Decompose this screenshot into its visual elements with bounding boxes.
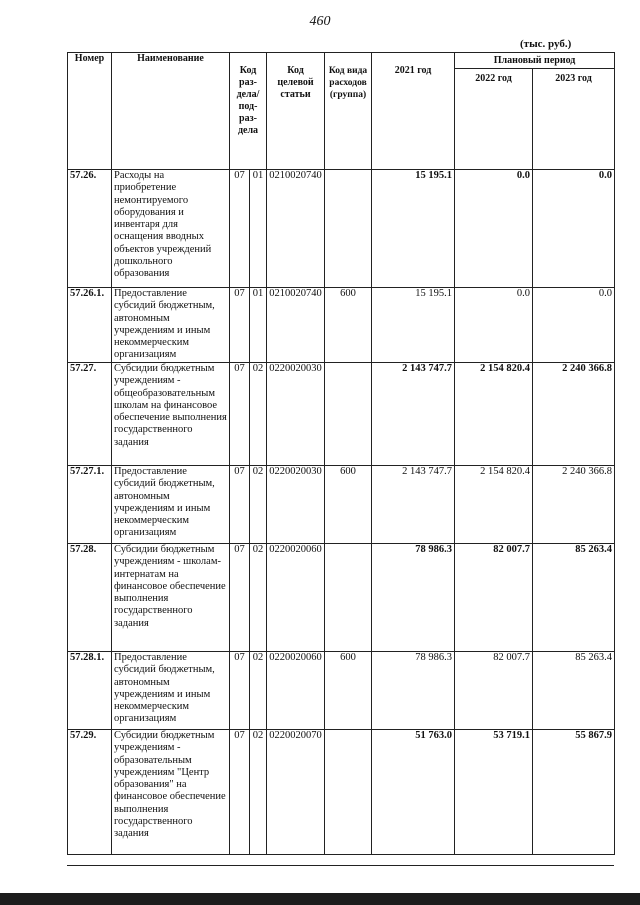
header-number: Номер <box>68 53 112 170</box>
table-row <box>68 730 615 855</box>
amount-2021-cell: 51 763.0 <box>372 730 455 855</box>
header-expense-type-code: Код вида расходов (группа) <box>325 53 372 170</box>
number-cell: 57.27.1. <box>68 466 112 544</box>
name-cell: Субсидии бюджетным учреждениям - школам-интернатам на финансовое обеспечение выполнения государственного задания <box>112 544 230 652</box>
razdel-cell: 07 <box>230 544 250 652</box>
header-year-2023: 2023 год <box>533 69 615 170</box>
amount-2023-cell: 2 240 366.8 <box>533 466 615 544</box>
number-cell: 57.26.1. <box>68 288 112 363</box>
amount-2023-cell: 85 263.4 <box>533 652 615 730</box>
number-cell: 57.28.1. <box>68 652 112 730</box>
amount-2021-cell: 15 195.1 <box>372 170 455 288</box>
amount-2023-cell: 55 867.9 <box>533 730 615 855</box>
name-cell: Субсидии бюджетным учреждениям - образовательным учреждениям "Центр образования" на финансовое обеспечение выполнения государственного задания <box>112 730 230 855</box>
razdel-cell: 07 <box>230 652 250 730</box>
table-bottom-border <box>67 865 614 866</box>
razdel-cell: 07 <box>230 466 250 544</box>
target-code-cell: 0220020030 <box>267 363 325 466</box>
podrazdel-cell: 02 <box>250 466 267 544</box>
amount-2021-cell: 2 143 747.7 <box>372 363 455 466</box>
podrazdel-cell: 01 <box>250 288 267 363</box>
table-row <box>68 652 615 730</box>
number-cell: 57.27. <box>68 363 112 466</box>
amount-2023-cell: 2 240 366.8 <box>533 363 615 466</box>
table-row <box>68 363 615 466</box>
amount-2021-cell: 78 986.3 <box>372 652 455 730</box>
name-cell: Предоставление субсидий бюджетным, автономным учреждениям и иным некоммерческим организациям <box>112 466 230 544</box>
razdel-cell: 07 <box>230 170 250 288</box>
podrazdel-cell: 02 <box>250 363 267 466</box>
amount-2022-cell: 0.0 <box>455 170 533 288</box>
amount-2023-cell: 0.0 <box>533 170 615 288</box>
name-cell: Предоставление субсидий бюджетным, автономным учреждениям и иным некоммерческим организациям <box>112 652 230 730</box>
amount-2022-cell: 0.0 <box>455 288 533 363</box>
amount-2022-cell: 82 007.7 <box>455 652 533 730</box>
razdel-cell: 07 <box>230 730 250 855</box>
amount-2023-cell: 85 263.4 <box>533 544 615 652</box>
expense-code-cell: 600 <box>325 466 372 544</box>
expense-code-cell: 600 <box>325 652 372 730</box>
header-section-code: Код раз-дела/ под-раз-дела <box>230 53 267 170</box>
scan-edge <box>0 893 640 905</box>
amount-2022-cell: 2 154 820.4 <box>455 466 533 544</box>
amount-2022-cell: 82 007.7 <box>455 544 533 652</box>
table-row <box>68 288 615 363</box>
amount-2022-cell: 53 719.1 <box>455 730 533 855</box>
podrazdel-cell: 02 <box>250 652 267 730</box>
target-code-cell: 0210020740 <box>267 288 325 363</box>
number-cell: 57.28. <box>68 544 112 652</box>
header-name: Наименование <box>112 53 230 170</box>
expense-code-cell <box>325 363 372 466</box>
budget-table <box>67 52 615 855</box>
table-body <box>68 170 615 855</box>
table-row <box>68 466 615 544</box>
target-code-cell: 0220020060 <box>267 544 325 652</box>
table-row <box>68 170 615 288</box>
amount-2021-cell: 78 986.3 <box>372 544 455 652</box>
target-code-cell: 0210020740 <box>267 170 325 288</box>
header-planned-period: Плановый период <box>455 53 615 69</box>
amount-2021-cell: 2 143 747.7 <box>372 466 455 544</box>
name-cell: Предоставление субсидий бюджетным, автономным учреждениям и иным некоммерческим организациям <box>112 288 230 363</box>
amount-2021-cell: 15 195.1 <box>372 288 455 363</box>
target-code-cell: 0220020060 <box>267 652 325 730</box>
table-header <box>68 53 615 170</box>
name-cell: Расходы на приобретение немонтируемого оборудования и инвентаря для оснащения вводных объектов учреждений дошкольного образования <box>112 170 230 288</box>
name-cell: Субсидии бюджетным учреждениям - общеобразовательным школам на финансовое обеспечение выполнения государственного задания <box>112 363 230 466</box>
razdel-cell: 07 <box>230 363 250 466</box>
header-year-2021: 2021 год <box>372 53 455 170</box>
podrazdel-cell: 02 <box>250 544 267 652</box>
page-number: 460 <box>309 14 331 29</box>
expense-code-cell <box>325 544 372 652</box>
expense-code-cell: 600 <box>325 288 372 363</box>
header-target-code: Код целевой статьи <box>267 53 325 170</box>
number-cell: 57.26. <box>68 170 112 288</box>
number-cell: 57.29. <box>68 730 112 855</box>
podrazdel-cell: 01 <box>250 170 267 288</box>
target-code-cell: 0220020030 <box>267 466 325 544</box>
units-label: (тыс. руб.) <box>520 38 572 50</box>
amount-2023-cell: 0.0 <box>533 288 615 363</box>
header-year-2022: 2022 год <box>455 69 533 170</box>
amount-2022-cell: 2 154 820.4 <box>455 363 533 466</box>
expense-code-cell <box>325 170 372 288</box>
razdel-cell: 07 <box>230 288 250 363</box>
podrazdel-cell: 02 <box>250 730 267 855</box>
target-code-cell: 0220020070 <box>267 730 325 855</box>
table-row <box>68 544 615 652</box>
expense-code-cell <box>325 730 372 855</box>
